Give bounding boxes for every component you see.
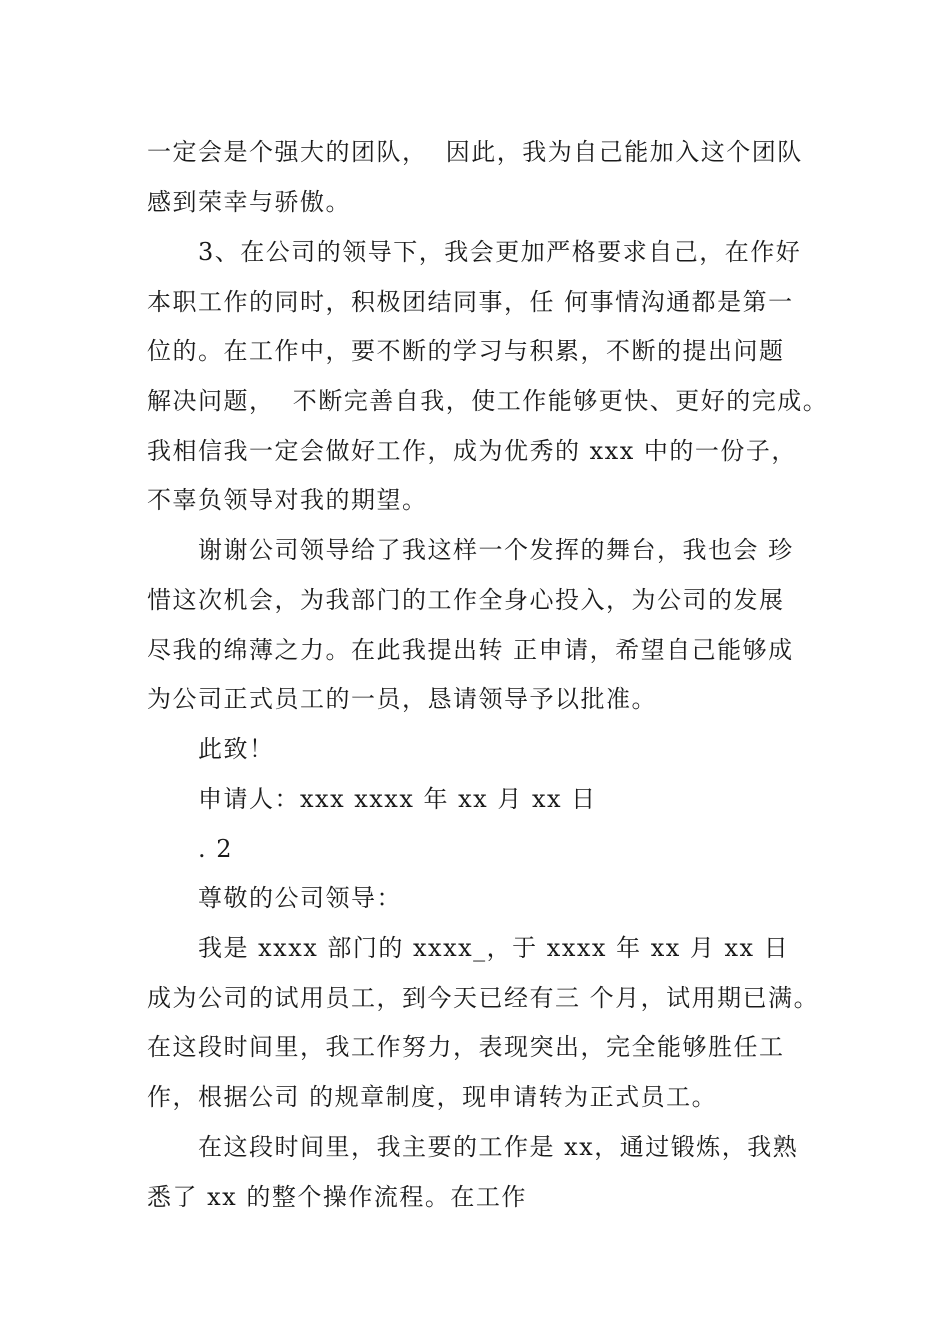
text-line: 感到荣幸与骄傲。 bbox=[147, 188, 351, 216]
text-line: 尽我的绵薄之力。在此我提出转 正申请，希望自己能够成 bbox=[147, 636, 794, 664]
section-number: . 2 bbox=[198, 835, 234, 863]
text-line: 惜这次机会，为我部门的工作全身心投入，为公司的发展 bbox=[147, 586, 785, 614]
text-line: 在这段时间里，我工作努力，表现突出，完全能够胜任工 bbox=[147, 1033, 785, 1061]
salutation-line: 尊敬的公司领导： bbox=[198, 884, 402, 912]
text-line: 成为公司的试用员工，到今天已经有三 个月，试用期已满。 bbox=[147, 984, 820, 1012]
text-line: 悉了 xx 的整个操作流程。在工作 bbox=[147, 1183, 527, 1211]
text-line: 谢谢公司领导给了我这样一个发挥的舞台，我也会 珍 bbox=[198, 536, 794, 564]
text-line: 本职工作的同时，积极团结同事，任 何事情沟通都是第一 bbox=[147, 288, 794, 316]
text-line: 我相信我一定会做好工作，成为优秀的 xxx 中的一份子， bbox=[147, 437, 797, 465]
signature-line: 申请人：xxx xxxx 年 xx 月 xx 日 bbox=[198, 785, 597, 813]
text-line: 解决问题， 不断完善自我，使工作能够更快、更好的完成。 bbox=[147, 387, 829, 415]
closing-line: 此致！ bbox=[198, 735, 275, 763]
text-line: 不辜负领导对我的期望。 bbox=[147, 486, 428, 514]
text-line: 一定会是个强大的团队， 因此，我为自己能加入这个团队 bbox=[147, 138, 803, 166]
text-line: 作，根据公司 的规章制度，现申请转为正式员工。 bbox=[147, 1083, 718, 1111]
text-line: 3、在公司的领导下，我会更加严格要求自己，在作好 bbox=[198, 238, 802, 266]
text-line: 我是 xxxx 部门的 xxxx_，于 xxxx 年 xx 月 xx 日 bbox=[198, 934, 790, 962]
text-line: 位的。在工作中，要不断的学习与积累，不断的提出问题 bbox=[147, 337, 785, 365]
text-line: 为公司正式员工的一员，恳请领导予以批准。 bbox=[147, 685, 657, 713]
text-line: 在这段时间里，我主要的工作是 xx，通过锻炼，我熟 bbox=[198, 1133, 799, 1161]
